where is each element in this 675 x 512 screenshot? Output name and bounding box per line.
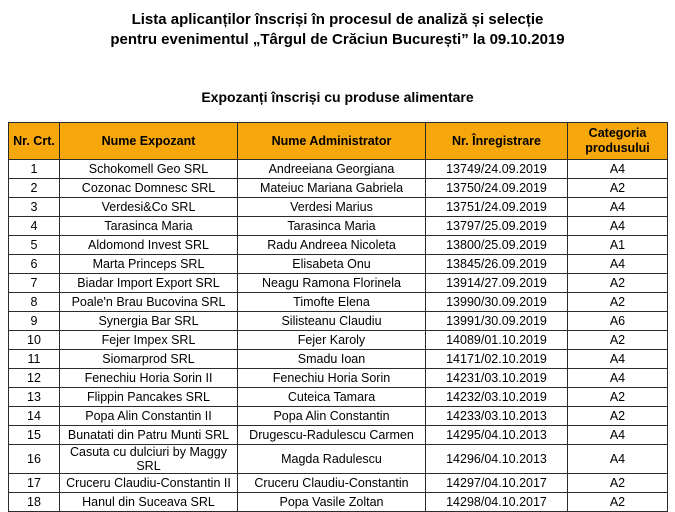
cell-expozant: Flippin Pancakes SRL (60, 388, 238, 407)
cell-administrator: Popa Alin Constantin (238, 407, 426, 426)
cell-inregistrare: 14231/03.10.2019 (426, 369, 568, 388)
cell-inregistrare: 13991/30.09.2019 (426, 312, 568, 331)
table-row (9, 255, 668, 274)
cell-expozant: Hanul din Suceava SRL (60, 493, 238, 512)
cell-nr: 16 (9, 445, 60, 474)
cell-inregistrare: 13800/25.09.2019 (426, 236, 568, 255)
cell-nr: 11 (9, 350, 60, 369)
cell-inregistrare: 13990/30.09.2019 (426, 293, 568, 312)
cell-nr: 13 (9, 388, 60, 407)
cell-inregistrare: 14297/04.10.2017 (426, 474, 568, 493)
cell-nr: 17 (9, 474, 60, 493)
table-body (9, 160, 668, 512)
column-header-nume-administrator: Nume Administrator (238, 123, 426, 160)
table-row (9, 217, 668, 236)
cell-inregistrare: 14171/02.10.2019 (426, 350, 568, 369)
cell-administrator: Mateiuc Mariana Gabriela (238, 179, 426, 198)
cell-nr: 8 (9, 293, 60, 312)
table-row (9, 274, 668, 293)
cell-nr: 6 (9, 255, 60, 274)
cell-administrator: Fejer Karoly (238, 331, 426, 350)
cell-expozant: Casuta cu dulciuri by Maggy SRL (60, 445, 238, 474)
table-row (9, 160, 668, 179)
cell-expozant: Tarasinca Maria (60, 217, 238, 236)
cell-categoria: A2 (568, 474, 668, 493)
cell-administrator: Magda Radulescu (238, 445, 426, 474)
cell-categoria: A4 (568, 217, 668, 236)
cell-nr: 10 (9, 331, 60, 350)
cell-expozant: Poale'n Brau Bucovina SRL (60, 293, 238, 312)
column-header-nr-crt: Nr. Crt. (9, 123, 60, 160)
cell-expozant: Siomarprod SRL (60, 350, 238, 369)
cell-inregistrare: 14298/04.10.2017 (426, 493, 568, 512)
cell-categoria: A2 (568, 407, 668, 426)
cell-administrator: Andreeiana Georgiana (238, 160, 426, 179)
table-row (9, 426, 668, 445)
column-header-categoria-produsului: Categoria produsului (568, 123, 668, 160)
cell-nr: 4 (9, 217, 60, 236)
column-header-nr-inregistrare: Nr. Înregistrare (426, 123, 568, 160)
cell-expozant: Cozonac Domnesc SRL (60, 179, 238, 198)
section-subtitle: Expozanți înscriși cu produse alimentare (201, 89, 474, 105)
cell-inregistrare: 13750/24.09.2019 (426, 179, 568, 198)
cell-categoria: A1 (568, 236, 668, 255)
cell-categoria: A6 (568, 312, 668, 331)
cell-administrator: Smadu Ioan (238, 350, 426, 369)
table-row (9, 493, 668, 512)
table-header-row (9, 123, 668, 160)
cell-categoria: A2 (568, 179, 668, 198)
cell-nr: 15 (9, 426, 60, 445)
table-row (9, 474, 668, 493)
table-row (9, 198, 668, 217)
cell-categoria: A2 (568, 388, 668, 407)
cell-expozant: Fejer Impex SRL (60, 331, 238, 350)
table-row (9, 369, 668, 388)
cell-administrator: Silisteanu Claudiu (238, 312, 426, 331)
cell-categoria: A4 (568, 426, 668, 445)
table-row (9, 407, 668, 426)
cell-inregistrare: 13749/24.09.2019 (426, 160, 568, 179)
table-row (9, 179, 668, 198)
cell-inregistrare: 14089/01.10.2019 (426, 331, 568, 350)
table-row (9, 331, 668, 350)
cell-administrator: Timofte Elena (238, 293, 426, 312)
cell-inregistrare: 14296/04.10.2013 (426, 445, 568, 474)
cell-administrator: Neagu Ramona Florinela (238, 274, 426, 293)
cell-expozant: Biadar Import Export SRL (60, 274, 238, 293)
cell-expozant: Verdesi&Co SRL (60, 198, 238, 217)
page-title-line2: pentru evenimentul „Târgul de Crăciun București” la 09.10.2019 (110, 31, 565, 48)
table-row (9, 293, 668, 312)
cell-nr: 3 (9, 198, 60, 217)
cell-expozant: Fenechiu Horia Sorin II (60, 369, 238, 388)
cell-administrator: Cruceru Claudiu-Constantin (238, 474, 426, 493)
cell-administrator: Elisabeta Onu (238, 255, 426, 274)
cell-categoria: A4 (568, 350, 668, 369)
cell-categoria: A2 (568, 331, 668, 350)
table-row (9, 445, 668, 474)
cell-expozant: Synergia Bar SRL (60, 312, 238, 331)
document-page (0, 10, 675, 510)
cell-nr: 9 (9, 312, 60, 331)
cell-nr: 14 (9, 407, 60, 426)
cell-administrator: Tarasinca Maria (238, 217, 426, 236)
cell-inregistrare: 13751/24.09.2019 (426, 198, 568, 217)
cell-categoria: A2 (568, 493, 668, 512)
cell-categoria: A4 (568, 160, 668, 179)
cell-categoria: A4 (568, 255, 668, 274)
cell-inregistrare: 13797/25.09.2019 (426, 217, 568, 236)
cell-administrator: Verdesi Marius (238, 198, 426, 217)
cell-inregistrare: 14232/03.10.2019 (426, 388, 568, 407)
page-title (0, 10, 675, 50)
cell-inregistrare: 14295/04.10.2013 (426, 426, 568, 445)
cell-nr: 7 (9, 274, 60, 293)
cell-administrator: Fenechiu Horia Sorin (238, 369, 426, 388)
applicants-table (8, 122, 668, 512)
cell-nr: 12 (9, 369, 60, 388)
cell-inregistrare: 13845/26.09.2019 (426, 255, 568, 274)
cell-administrator: Popa Vasile Zoltan (238, 493, 426, 512)
cell-expozant: Aldomond Invest SRL (60, 236, 238, 255)
page-title-line1: Lista aplicanților înscriși în procesul de analiză și selecție (131, 11, 544, 28)
cell-nr: 2 (9, 179, 60, 198)
table-row (9, 388, 668, 407)
cell-categoria: A4 (568, 369, 668, 388)
cell-administrator: Radu Andreea Nicoleta (238, 236, 426, 255)
table-row (9, 312, 668, 331)
cell-nr: 5 (9, 236, 60, 255)
cell-inregistrare: 13914/27.09.2019 (426, 274, 568, 293)
cell-categoria: A2 (568, 293, 668, 312)
cell-categoria: A4 (568, 445, 668, 474)
table-row (9, 350, 668, 369)
cell-administrator: Drugescu-Radulescu Carmen (238, 426, 426, 445)
cell-expozant: Bunatati din Patru Munti SRL (60, 426, 238, 445)
cell-expozant: Popa Alin Constantin II (60, 407, 238, 426)
cell-categoria: A2 (568, 274, 668, 293)
cell-nr: 18 (9, 493, 60, 512)
table-header (9, 123, 668, 160)
cell-nr: 1 (9, 160, 60, 179)
cell-expozant: Marta Princeps SRL (60, 255, 238, 274)
table-row (9, 236, 668, 255)
column-header-nume-expozant: Nume Expozant (60, 123, 238, 160)
cell-expozant: Cruceru Claudiu-Constantin II (60, 474, 238, 493)
cell-categoria: A4 (568, 198, 668, 217)
cell-inregistrare: 14233/03.10.2013 (426, 407, 568, 426)
cell-administrator: Cuteica Tamara (238, 388, 426, 407)
cell-expozant: Schokomell Geo SRL (60, 160, 238, 179)
